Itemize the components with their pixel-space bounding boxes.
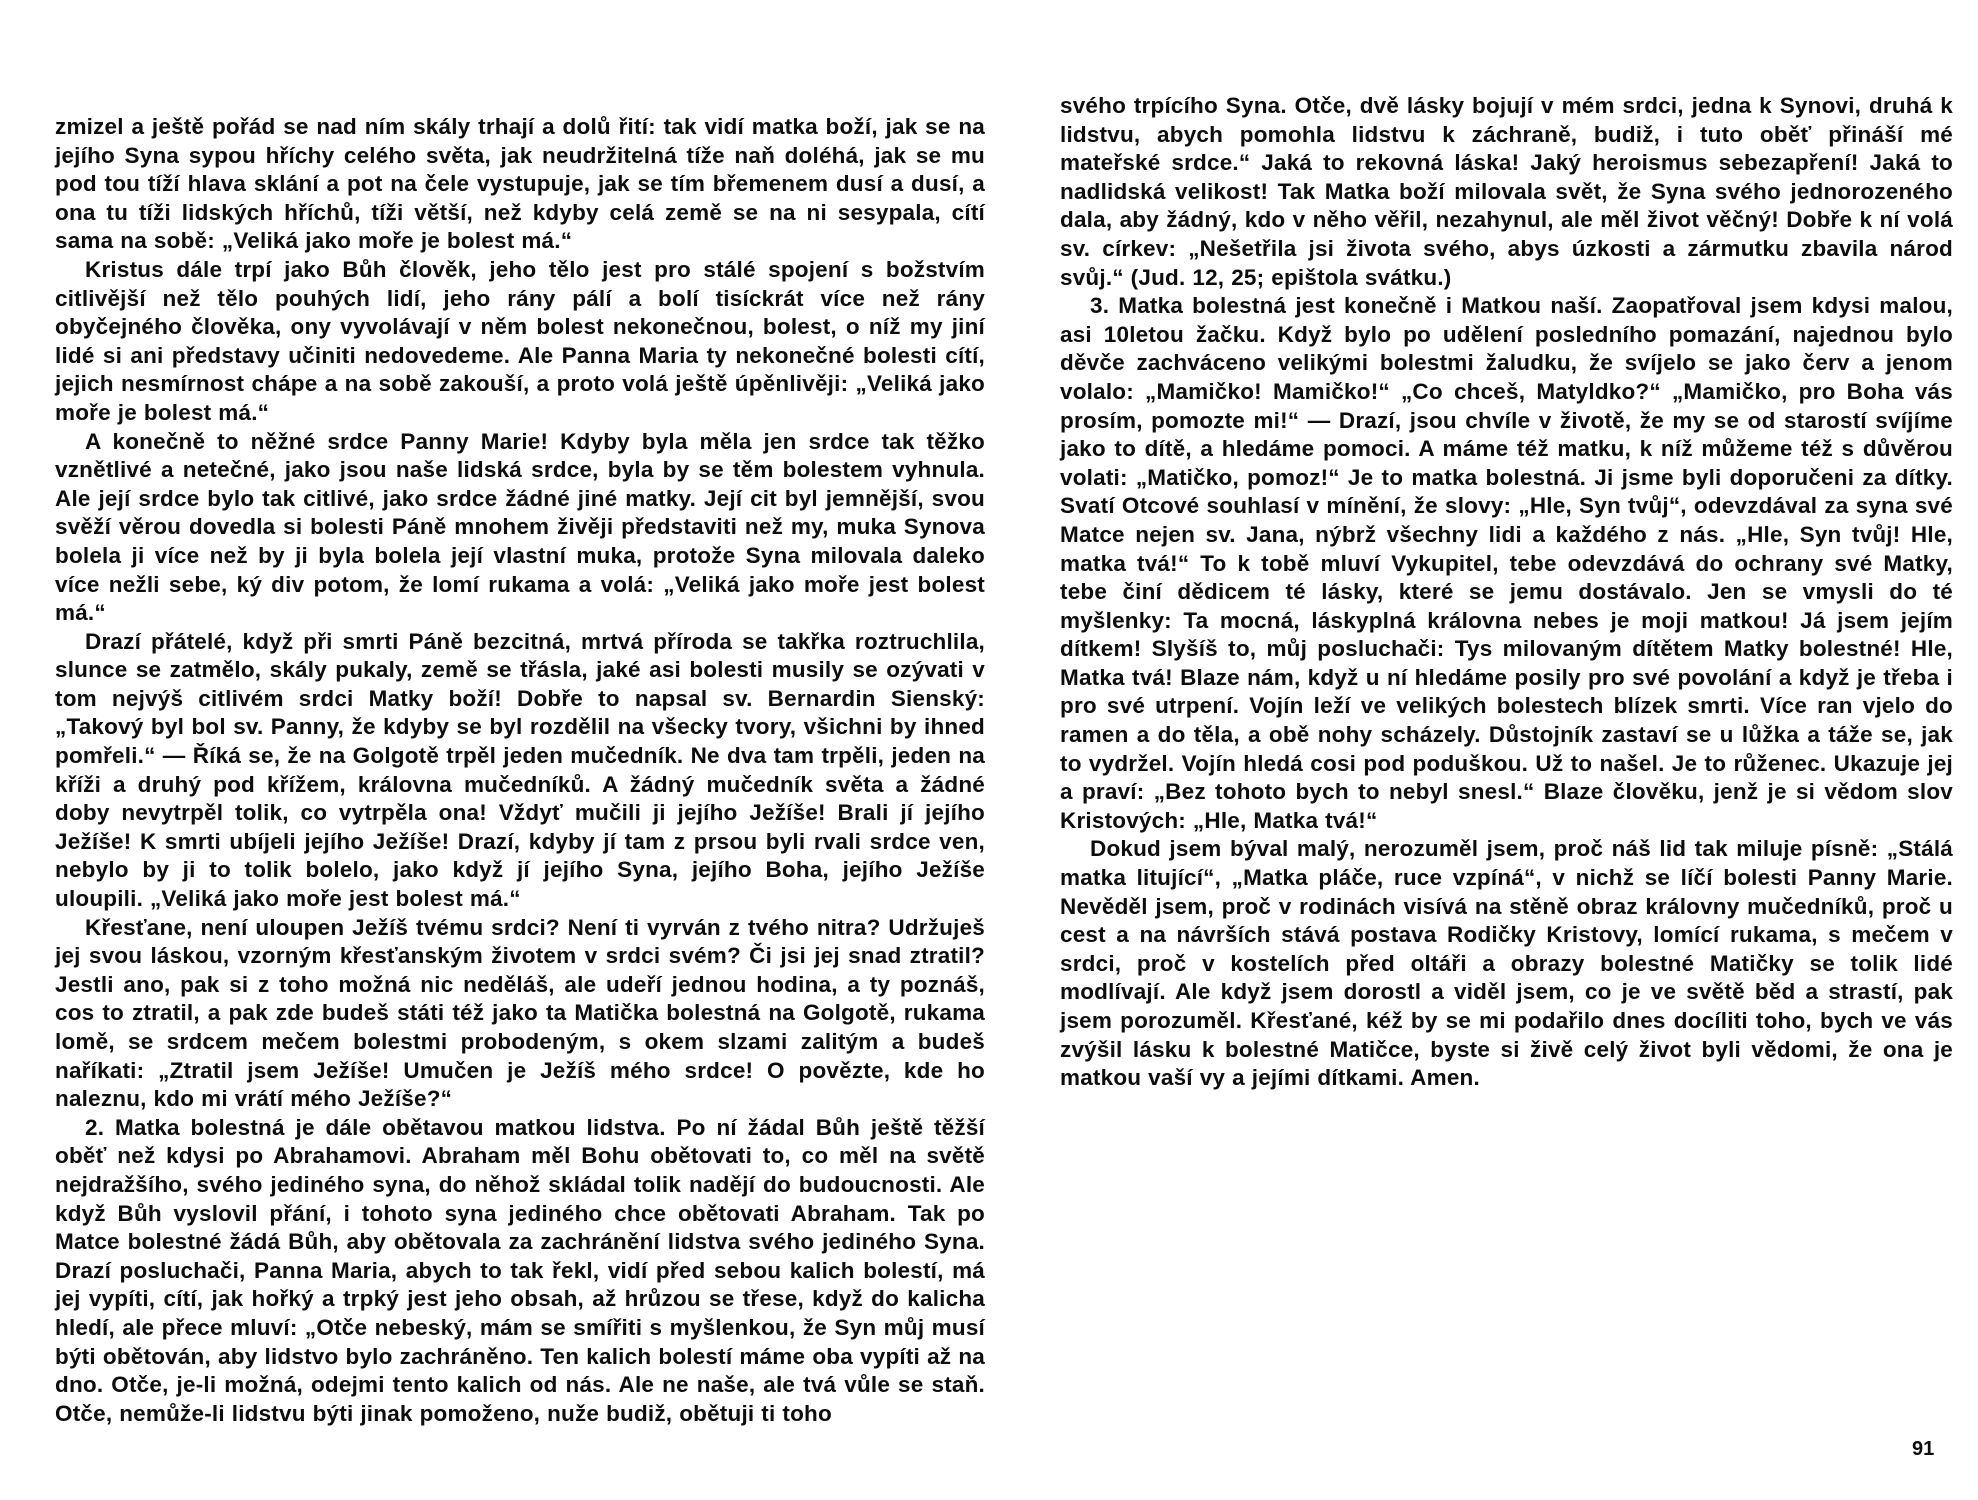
paragraph: A konečně to něžné srdce Panny Marie! Kdyby byla měla jen srdce tak těžko vznětlivé a netečné, jako jsou naše lidská srdce, byla by se těm bolestem vyhnula. Ale její srdce bylo tak citlivé, jako srdce žádné jiné matky. Její cit byl jemnější, svou svěží věrou dovedla si bolesti Páně mnohem živěji představiti než my, muka Synova bolela ji více než by ji byla bolela její vlastní muka, protože Syna milovala daleko více nežli sebe, ký div potom, že lomí rukama a volá: „Veliká jako moře jest bolest má.“: [55, 428, 985, 626]
paragraph: 2. Matka bolestná je dále obětavou matkou lidstva. Po ní žádal Bůh ještě těžší oběť než kdysi po Abrahamovi. Abraham měl Bohu obětovati to, co měl na světě nejdražšího, svého jediného syna, do něhož skládal tolik nadějí do budoucnosti. Ale když Bůh vyslovil přání, i tohoto syna jediného chce obětovati Abraham. Tak po Matce bolestné žádá Bůh, aby obětovala za zachránění lidstva svého jediného Syna. Drazí posluchači, Panna Maria, abych to tak řekl, vidí před sebou kalich bolestí, má jej vypíti, cítí, jak hořký a trpký jest jeho obsah, až hrůzou se třese, když do kalicha hledí, ale přece mluví: „Otče nebeský, mám se smířiti s myšlenkou, že Syn můj musí býti obětován, aby lidstvo bylo zachráněno. Ten kalich bolestí máme oba vypíti až na dno. Otče, je-li možná, odejmi tento kalich od nás. Ale ne naše, ale tvá vůle se staň. Otče, nemůže-li lidstvu býti jinak pomoženo, nuže budiž, obětuji ti toho: [55, 1114, 985, 1426]
paragraph: svého trpícího Syna. Otče, dvě lásky bojují v mém srdci, jedna k Synovi, druhá k lidstvu, abych pomohla lidstvu k záchraně, budiž, i tuto oběť přináší mé mateřské srdce.“ Jaká to rekovná láska! Jaký heroismus sebezapření! Jaká to nadlidská velikost! Tak Matka boží milovala svět, že Syna svého jednorozeného dala, aby žádný, kdo v něho věřil, nezahynul, ale měl život věčný! Dobře k ní volá sv. církev: „Nešetřila jsi života svého, abys úzkosti a zármutku zbavila národ svůj.“ (Jud. 12, 25; epištola svátku.): [1060, 93, 1953, 290]
page-number: 91: [1912, 1438, 1935, 1460]
left-page-text: [55, 113, 985, 1428]
paragraph: Dokud jsem býval malý, nerozuměl jsem, proč náš lid tak miluje písně: „Stálá matka litující“, „Matka pláče, ruce vzpíná“, v nichž se líčí bolesti Panny Marie. Nevěděl jsem, proč v rodinách visívá na stěně obraz královny mučedníků, proč u cest a na návrších stává postava Rodičky Kristovy, lomící rukama, s mečem v srdci, proč v kostelích před oltáři a obrazy bolestné Matičky se tolik lidé modlívají. Ale když jsem dorostl a viděl jsem, co je ve světě běd a strastí, pak jsem porozuměl. Křesťané, kéž by se mi podařilo dnes docíliti toho, bych ve vás zvýšil lásku k bolestné Matičce, byste si živě celý život byli vědomi, že ona je matkou vaší vy a jejími dítkami. Amen.: [1060, 836, 1953, 1091]
paragraph: zmizel a ještě pořád se nad ním skály trhají a dolů řití: tak vidí matka boží, jak se na jejího Syna sypou hříchy celého světa, jak neudržitelná tíže naň doléhá, jak se mu pod tou tíží hlava sklání a pot na čele vystupuje, jak se tím břemenem dusí a dusí, a ona tu tíži lidských hříchů, tíži větší, než kdyby celá země se na ni sesypala, cítí sama na sobě: „Veliká jako moře je bolest má.“: [55, 114, 985, 254]
right-page-text: [1060, 92, 1953, 1093]
paragraph: 3. Matka bolestná jest konečně i Matkou naší. Zaopatřoval jsem kdysi malou, asi 10letou žačku. Když bylo po udělení posledního pomazání, najednou bylo děvče zachváceno velikými bolestmi žaludku, že svíjelo se jako červ a jenom volalo: „Mamičko! Mamičko!“ „Co chceš, Matyldko?“ „Mamičko, pro Boha vás prosím, pomozte mi!“ — Drazí, jsou chvíle v životě, že my se od starostí svíjíme jako to dítě, a hledáme pomoci. A máme též matku, k níž můžeme též s důvěrou volati: „Matičko, pomoz!“ Je to matka bolestná. Ji jsme byli doporučeni za dítky. Svatí Otcové souhlasí v mínění, že slovy: „Hle, Syn tvůj“, odevzdával za syna své Matce nejen sv. Jana, nýbrž všechny lidi a každého z nás. „Hle, Syn tvůj! Hle, matka tvá!“ To k tobě mluví Vykupitel, tebe odevzdává do ochrany své Matky, tebe činí dědicem té lásky, které se jemu dostávalo. Jen se vmysli do té myšlenky: Ta mocná, láskyplná královna nebes je moji matkou! Já jsem jejím dítkem! Slyšíš to, můj posluchači: Tys milovaným dítětem Matky bolestné! Hle, Matka tvá! Blaze nám, když u ní hledáme posily pro své povolání a když je třeba i pro své utrpení. Vojín leží ve velikých bolestech blízek smrti. Více ran vjelo do ramen a do těla, a obě nohy scházely. Důstojník zastaví se u lůžka a táže se, jak to vydržel. Vojín hledá cosi pod poduškou. Už to našel. Je to růženec. Ukazuje jej a praví: „Bez tohoto bych to nebyl snesl.“ Blaze člověku, jenž je si vědom slov Kristových: „Hle, Matka tvá!“: [1060, 293, 1953, 833]
paragraph: Drazí přátelé, když při smrti Páně bezcitná, mrtvá příroda se takřka roztruchlila, slunce se zatmělo, skály pukaly, země se třásla, jaké asi bolesti musily se ozývati v tom nejvýš citlivém srdci Matky boží! Dobře to napsal sv. Bernardin Sienský: „Takový byl bol sv. Panny, že kdyby se byl rozdělil na všecky tvory, všichni by ihned pomřeli.“ — Říká se, že na Golgotě trpěl jeden mučedník. Ne dva tam trpěli, jeden na kříži a druhý pod křížem, královna mučedníků. A žádný mučedník světa a žádné doby nevytrpěl tolik, co vytrpěla ona! Vždyť mučili ji jejího Ježíše! Brali jí jejího Ježíše! K smrti ubíjeli jejího Ježíše! Drazí, kdyby jí tam z prsou byli rvali srdce ven, nebylo by ji to tolik bolelo, jako když jí jejího Syna, jejího Boha, jejího Ježíše uloupili. „Veliká jako moře jest bolest má.“: [55, 628, 985, 912]
paragraph: Křesťane, není uloupen Ježíš tvému srdci? Není ti vyrván z tvého nitra? Udržuješ jej svou láskou, vzorným křesťanským životem v srdci svém? Či jsi jej snad ztratil? Jestli ano, pak si z toho možná nic neděláš, ale udeří jednou hodina, a ty poznáš, cos to ztratil, a pak zde budeš státi též jako ta Matička bolestná na Golgotě, rukama lomě, se srdcem mečem bolestmi probodeným, s okem slzami zalitým a budeš naříkati: „Ztratil jsem Ježíše! Umučen je Ježíš mého srdce! O povězte, kde ho naleznu, kdo mi vrátí mého Ježíše?“: [55, 914, 985, 1112]
paragraph: Kristus dále trpí jako Bůh člověk, jeho tělo jest pro stálé spojení s božstvím citlivější než tělo pouhých lidí, jeho rány pálí a bolí tisíckrát více než rány obyčejného člověka, ony vyvolávají v něm bolest nekonečnou, bolest, o níž my jiní lidé si ani představy učiniti nedovedeme. Ale Panna Maria ty nekonečné bolesti cítí, jejich nesmírnost chápe a na sobě zakouší, a proto volá ještě úpěnlivěji: „Veliká jako moře je bolest má.“: [55, 256, 985, 425]
